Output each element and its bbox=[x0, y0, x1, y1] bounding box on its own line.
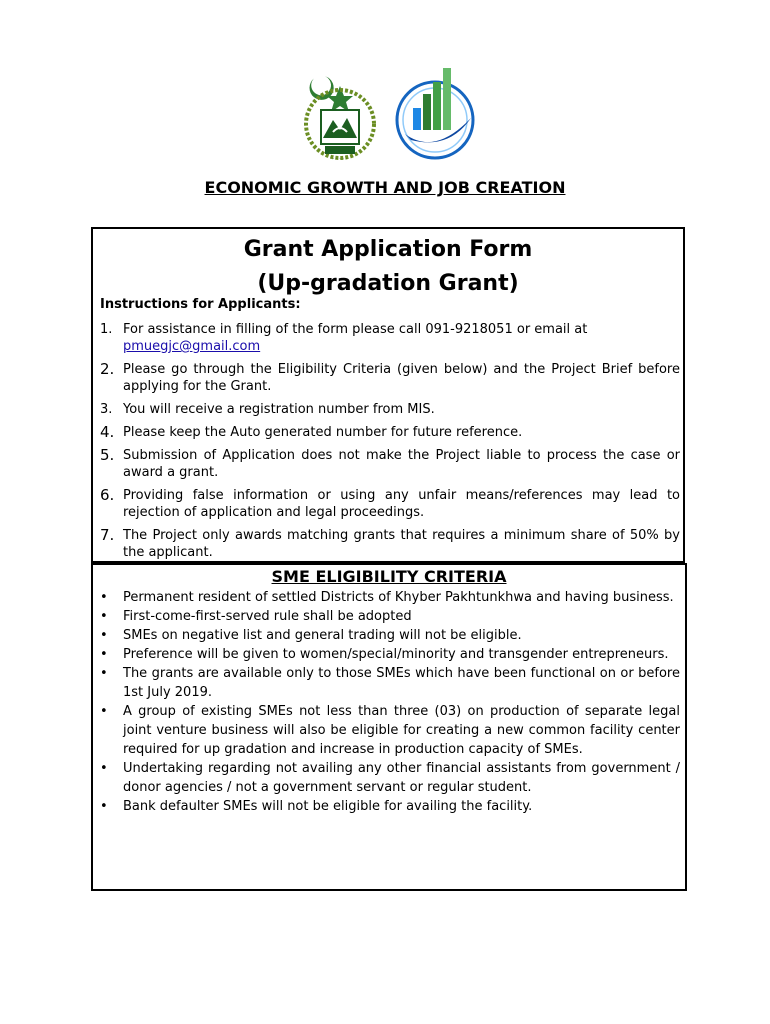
email-link[interactable]: pmuegjc@gmail.com bbox=[123, 339, 261, 354]
instruction-text: Please keep the Auto generated number for future reference. bbox=[123, 425, 523, 440]
instruction-number: 2. bbox=[100, 360, 115, 378]
criteria-heading: SME ELIGIBILITY CRITERIA bbox=[271, 567, 507, 586]
form-title-line1: Grant Application Form bbox=[243, 237, 533, 262]
instruction-number: 3. bbox=[100, 402, 113, 417]
instruction-item bbox=[100, 401, 680, 418]
instructions-heading: Instructions for Applicants: bbox=[100, 297, 301, 312]
instruction-number: 5. bbox=[100, 446, 115, 464]
form-title bbox=[93, 233, 683, 301]
instruction-text: Submission of Application does not make the Project liable to process the case or award a grant. bbox=[123, 448, 680, 480]
project-logo bbox=[389, 60, 481, 166]
instruction-item bbox=[100, 321, 680, 355]
instruction-item bbox=[100, 527, 680, 561]
form-title-line2: (Up-gradation Grant) bbox=[257, 271, 519, 296]
khyber-pakhtunkhwa-emblem bbox=[297, 72, 383, 164]
instruction-item bbox=[100, 361, 680, 395]
instruction-number: 4. bbox=[100, 423, 115, 441]
instruction-text: Please go through the Eligibility Criteria (given below) and the Project Brief before applying for the Grant. bbox=[123, 362, 680, 394]
instruction-number: 7. bbox=[100, 526, 115, 544]
criteria-item: • A group of existing SMEs not less than three (03) on production of separate legal joint venture business will also be eligible for creating a new common facility center required for up gradation and increase in production capacity of SMEs. bbox=[100, 702, 680, 759]
main-heading: ECONOMIC GROWTH AND JOB CREATION bbox=[204, 178, 566, 197]
criteria-item: • Preference will be given to women/special/minority and transgender entrepreneurs. bbox=[100, 645, 680, 664]
criteria-item: • The grants are available only to those SMEs which have been functional on or before 1st July 2019. bbox=[100, 664, 680, 702]
criteria-item: • Bank defaulter SMEs will not be eligible for availing the facility. bbox=[100, 797, 680, 816]
application-form-box bbox=[91, 227, 685, 563]
eligibility-criteria-box bbox=[91, 563, 687, 891]
instruction-text: The Project only awards matching grants that requires a minimum share of 50% by the applicant. bbox=[123, 528, 680, 560]
instruction-item bbox=[100, 447, 680, 481]
instruction-text: You will receive a registration number from MIS. bbox=[123, 402, 435, 417]
criteria-item: • SMEs on negative list and general trading will not be eligible. bbox=[100, 626, 680, 645]
logos-area bbox=[297, 60, 487, 170]
instruction-item bbox=[100, 487, 680, 521]
svg-text:· · · · ·: · · · · · bbox=[332, 156, 348, 162]
instruction-text: For assistance in filling of the form please call 091-9218051 or email at bbox=[123, 322, 588, 337]
instruction-text: Providing false information or using any unfair means/references may lead to rejection of application and legal proceedings. bbox=[123, 488, 680, 520]
instruction-number: 1. bbox=[100, 322, 113, 337]
instruction-number: 6. bbox=[100, 486, 115, 504]
instruction-item bbox=[100, 424, 680, 441]
instructions-list bbox=[100, 321, 680, 567]
criteria-item: • First-come-first-served rule shall be adopted bbox=[100, 607, 680, 626]
criteria-item: • Permanent resident of settled Districts of Khyber Pakhtunkhwa and having business. bbox=[100, 588, 680, 607]
criteria-item: • Undertaking regarding not availing any other financial assistants from government / donor agencies / not a government servant or regular student. bbox=[100, 759, 680, 797]
criteria-list bbox=[100, 588, 680, 816]
